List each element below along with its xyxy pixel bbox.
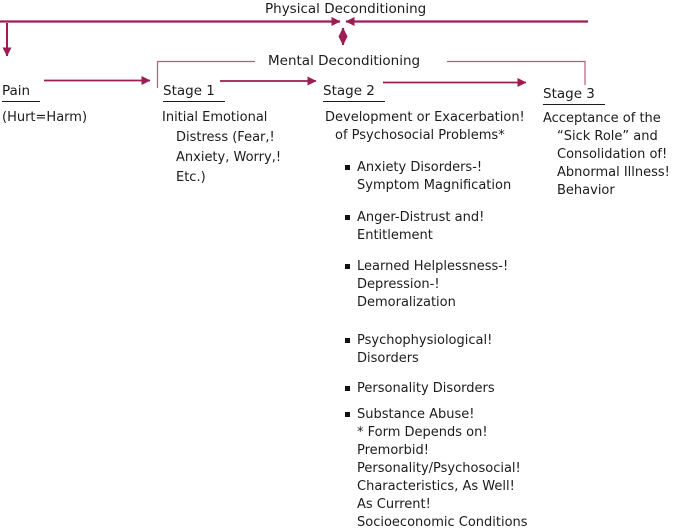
stage1-text-line: Initial Emotional xyxy=(162,110,268,125)
stage2-bullet-anxiety xyxy=(325,159,528,195)
bullet-square-icon xyxy=(345,165,350,170)
stage3-text-line: “Sick Role” and xyxy=(557,129,658,144)
bullet-square-icon xyxy=(345,386,350,391)
bullet-text-line: As Current! xyxy=(357,497,431,512)
bullet-text-line: Demoralization xyxy=(357,295,456,310)
stage3-column xyxy=(543,110,670,200)
stage3-header: Stage 3 xyxy=(543,86,605,105)
bullet-text-line: Characteristics, As Well! xyxy=(357,479,515,494)
bullet-text-line: Depression-! xyxy=(357,277,440,292)
bullet-text-line: Anxiety Disorders-! xyxy=(357,160,483,175)
pain-column xyxy=(2,108,87,128)
stage1-text-line: Etc.) xyxy=(176,170,206,185)
bullet-text-line: Premorbid! xyxy=(357,443,429,458)
pain-subtext: (Hurt=Harm) xyxy=(2,110,88,125)
bullet-text-line: Personality Disorders xyxy=(357,381,495,396)
bullet-square-icon xyxy=(345,215,350,220)
bullet-text-line: Disorders xyxy=(357,351,419,366)
stage2-intro-line: of Psychosocial Problems* xyxy=(335,128,505,143)
bullet-text-line: Anger-Distrust and! xyxy=(357,210,485,225)
stage3-text-line: Acceptance of the xyxy=(543,111,661,126)
bullet-text-line: Symptom Magnification xyxy=(357,178,512,193)
stage2-bullet-anger xyxy=(325,209,528,245)
stage2-bullet-helplessness xyxy=(325,258,528,312)
stage2-intro-line: Development or Exacerbation! xyxy=(325,110,525,125)
stage2-bullet-psychophysiological xyxy=(325,332,528,368)
bullet-text-line: Psychophysiological! xyxy=(357,333,493,348)
stage2-header: Stage 2 xyxy=(323,83,385,102)
stage1-text-line: Distress (Fear,! xyxy=(176,130,275,145)
bullet-text-line: Substance Abuse! xyxy=(357,407,475,422)
stage3-text-line: Behavior xyxy=(557,183,615,198)
bullet-text-line: Learned Helplessness-! xyxy=(357,259,509,274)
bullet-text-line: * Form Depends on! xyxy=(357,425,488,440)
bullet-square-icon xyxy=(345,412,350,417)
stage1-column xyxy=(162,108,281,188)
pain-header: Pain xyxy=(2,83,40,102)
bullet-text-line: Entitlement xyxy=(357,228,433,243)
bullet-square-icon xyxy=(345,338,350,343)
stage2-column xyxy=(325,109,528,528)
stage3-text-line: Consolidation of! xyxy=(557,147,668,162)
mental-stage3-bracket xyxy=(447,62,585,86)
stage2-bullet-personality xyxy=(325,380,528,398)
mental-deconditioning-label: Mental Deconditioning xyxy=(268,53,421,69)
bullet-square-icon xyxy=(345,264,350,269)
stage2-bullet-substance xyxy=(325,406,528,528)
stage3-text-line: Abnormal Illness! xyxy=(557,165,670,180)
bullet-text-line: Personality/Psychosocial! xyxy=(357,461,521,476)
stage1-header: Stage 1 xyxy=(163,83,225,102)
physical-deconditioning-label: Physical Deconditioning xyxy=(265,1,427,17)
stage1-text-line: Anxiety, Worry,! xyxy=(176,150,282,165)
bullet-text-line: Socioeconomic Conditions xyxy=(357,515,528,528)
